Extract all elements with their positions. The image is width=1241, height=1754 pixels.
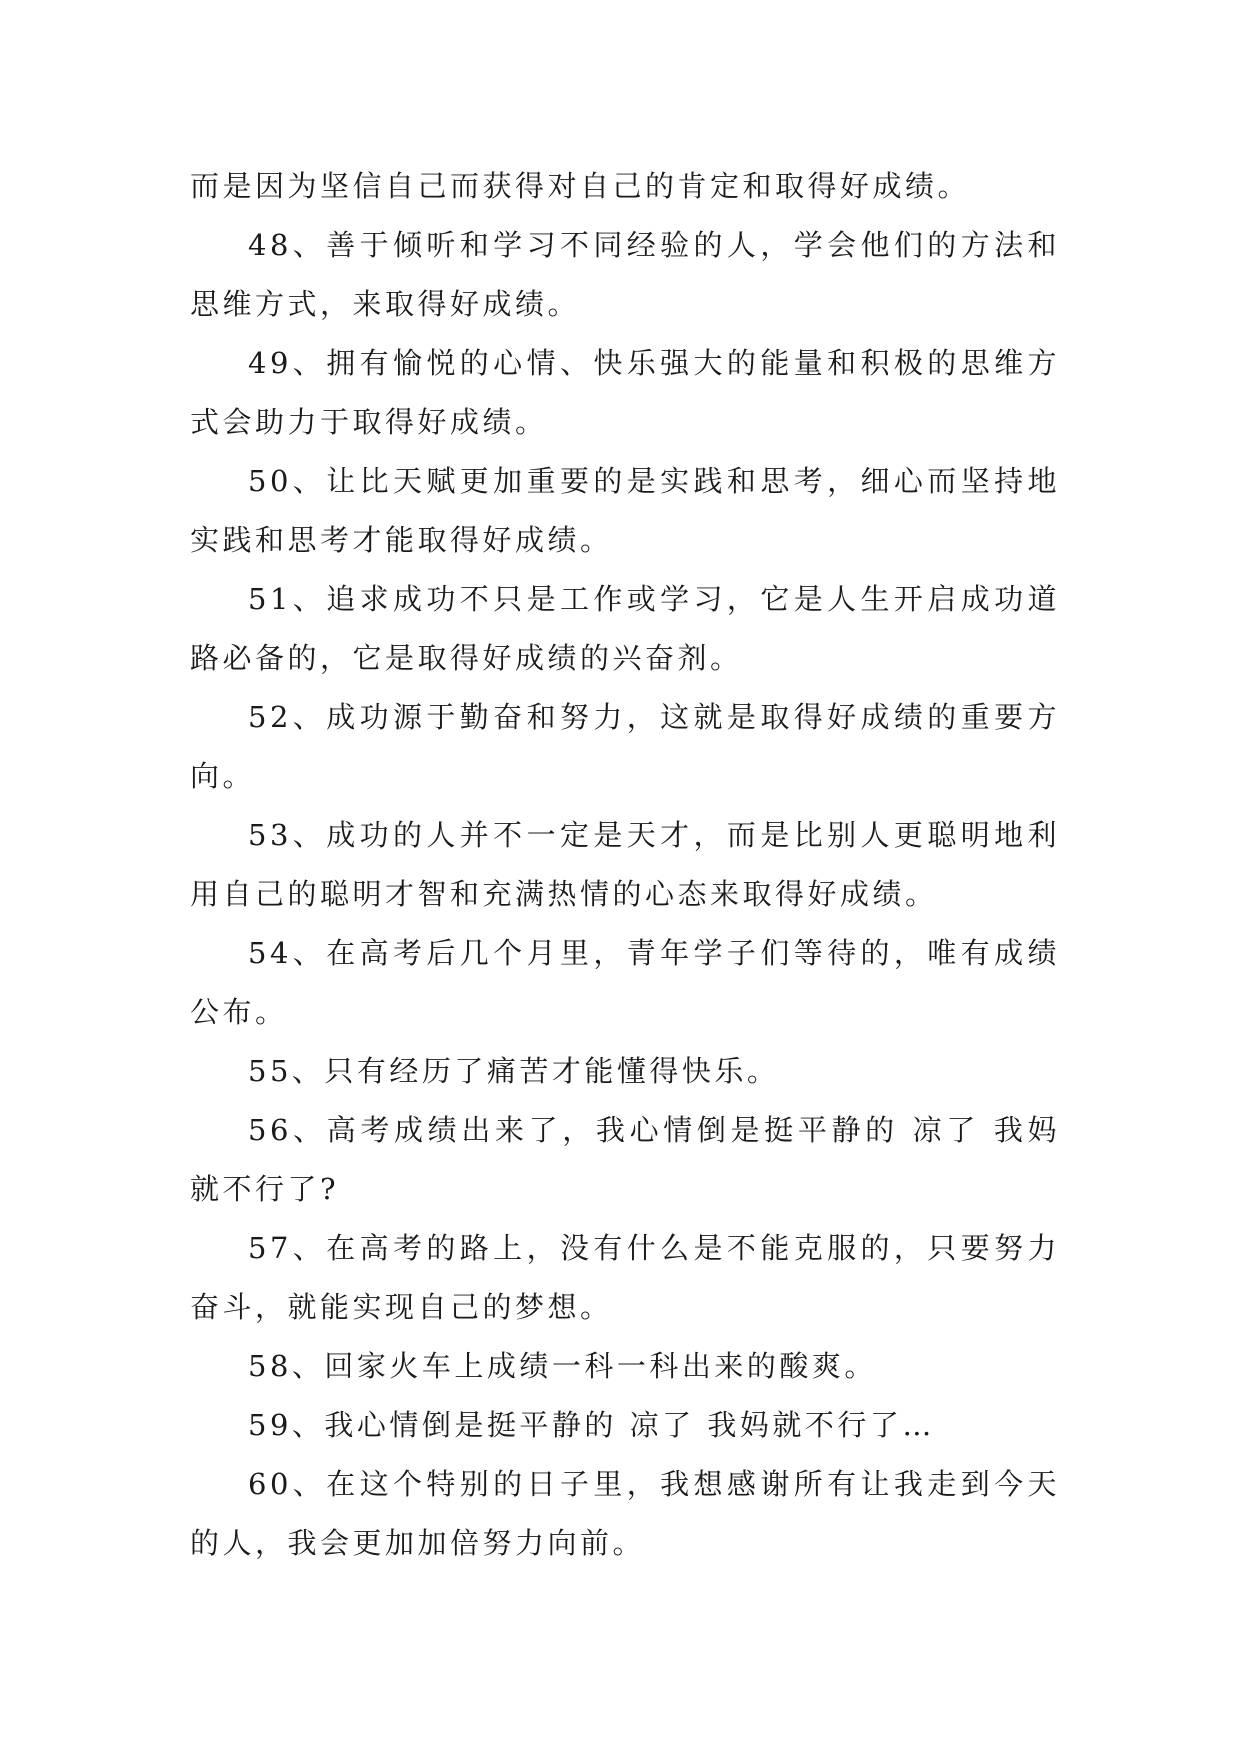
paragraph-item-60: 60、在这个特别的日子里，我想感谢所有让我走到今天的人，我会更加加倍努力向前。 (190, 1467, 1060, 1560)
document-body (190, 157, 1060, 1573)
paragraph-item-53: 53、成功的人并不一定是天才，而是比别人更聪明地利用自己的聪明才智和充满热情的心态来取得好成绩。 (190, 818, 1060, 911)
paragraph-item-49: 49、拥有愉悦的心情、快乐强大的能量和积极的思维方式会助力于取得好成绩。 (190, 346, 1060, 439)
paragraph-item-58: 58、回家火车上成绩一科一科出来的酸爽。 (248, 1349, 877, 1383)
paragraph-item-52: 52、成功源于勤奋和努力，这就是取得好成绩的重要方向。 (190, 700, 1060, 793)
paragraph-item-55: 55、只有经历了痛苦才能懂得快乐。 (248, 1054, 780, 1088)
paragraph-item-51: 51、追求成功不只是工作或学习，它是人生开启成功道路必备的，它是取得好成绩的兴奋剂。 (190, 582, 1060, 675)
paragraph-item-59: 59、我心情倒是挺平静的 凉了 我妈就不行了… (248, 1408, 935, 1442)
paragraph-item-54: 54、在高考后几个月里，青年学子们等待的，唯有成绩公布。 (190, 936, 1060, 1029)
paragraph-item-48: 48、善于倾听和学习不同经验的人，学会他们的方法和思维方式，来取得好成绩。 (190, 228, 1060, 321)
paragraph-item-56: 56、高考成绩出来了，我心情倒是挺平静的 凉了 我妈就不行了? (190, 1113, 1060, 1206)
paragraph-continuation: 而是因为坚信自己而获得对自己的肯定和取得好成绩。 (190, 169, 971, 203)
paragraph-item-57: 57、在高考的路上，没有什么是不能克服的，只要努力奋斗，就能实现自己的梦想。 (190, 1231, 1060, 1324)
paragraph-item-50: 50、让比天赋更加重要的是实践和思考，细心而坚持地实践和思考才能取得好成绩。 (190, 464, 1060, 557)
